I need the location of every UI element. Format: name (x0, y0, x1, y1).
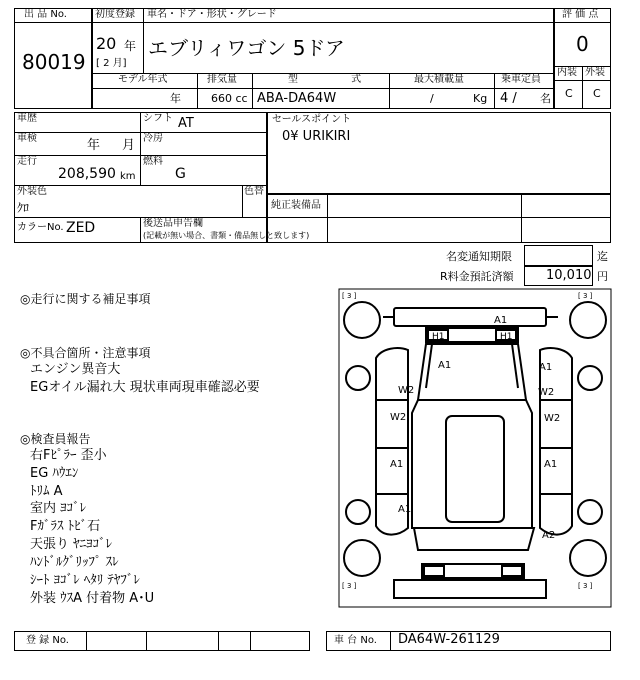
inspector-line: 外装 ｳｽA 付着物 A･U (30, 591, 155, 606)
damage-left-front-door: W2 (398, 385, 415, 396)
type-label: 型 式 (288, 74, 362, 85)
damage-left-rear-qtr: A1 (398, 504, 412, 515)
name-change-label: 名変通知期限 (446, 250, 512, 263)
shift-value: AT (178, 116, 194, 131)
chassis-label: 車 台 No. (334, 635, 377, 646)
capacity-value: 4 / (500, 91, 517, 106)
interior-grade: C (565, 87, 573, 100)
color-value: ｸﾛ (17, 201, 30, 215)
damage-left-rear-door: W2 (390, 412, 407, 423)
inspection-month-unit: 月 (122, 138, 136, 153)
mileage-label: 走行 (17, 156, 37, 167)
sales-point-value: 0¥ URIKIRI (282, 129, 351, 144)
first-reg-year: 20 (96, 34, 117, 53)
model-year-unit: 年 (170, 92, 181, 105)
corner-label-bl: [ 3 ] (342, 582, 357, 590)
corner-label-tl: [ 3 ] (342, 292, 357, 300)
color-no-label: カラーNo. (17, 222, 64, 233)
damage-front-left-fender: A1 (438, 360, 452, 371)
inspector-line: EG ﾊｳｴﾝ (30, 466, 79, 481)
aftermarket-note: (記載が無い場合、書類・備品無しと致します) (143, 231, 310, 240)
car-damage-diagram (338, 288, 612, 608)
defects-heading: ◎不具合箇所・注意事項 (20, 346, 151, 360)
color-label: 外装色 (17, 186, 47, 197)
chassis-value: DA64W-261129 (398, 632, 500, 647)
displacement-value: 660 cc (211, 92, 248, 105)
aftermarket-label: 後送品申告欄 (143, 218, 203, 229)
lot-label: 出 品 No. (24, 9, 67, 20)
inspector-line: 室内 ﾖｺﾞﾚ (30, 501, 87, 516)
exterior-grade: C (593, 87, 601, 100)
lot-number: 80019 (22, 50, 86, 74)
mileage-value: 208,590 (58, 166, 116, 182)
damage-h1-right: H1 (500, 332, 513, 342)
driving-heading: ◎走行に関する補足事項 (20, 292, 151, 306)
grade-label: 評 価 点 (562, 9, 599, 20)
damage-left-mid: A1 (390, 459, 404, 470)
inspector-line: 天張り ﾔﾆﾖｺﾞﾚ (30, 537, 113, 552)
recycle-value: 10,010 (546, 268, 592, 283)
equipment-label: 純正装備品 (271, 200, 321, 211)
capacity-unit: 名 (540, 92, 551, 105)
fuel-value: G (175, 166, 186, 182)
inspector-line: Fｶﾞﾗｽ ﾄﾋﾞ石 (30, 519, 101, 534)
inspection-label: 車検 (17, 133, 37, 144)
fuel-label: 燃料 (143, 156, 163, 167)
history-label: 車歴 (17, 113, 37, 124)
ac-label: 冷房 (143, 133, 163, 144)
inspector-line: ｼｰﾄ ﾖｺﾞﾚ ﾍﾀﾘ ﾃﾔﾌﾞﾚ (30, 573, 140, 588)
first-reg-label: 初度登録 (95, 9, 135, 20)
inspector-line: ﾄﾘﾑ A (30, 484, 63, 499)
inspection-year-unit: 年 (87, 138, 101, 153)
damage-right-rear-door: W2 (544, 413, 561, 424)
capacity-label: 乗車定員 (501, 74, 541, 85)
displacement-label: 排気量 (207, 74, 237, 85)
grade-value: 0 (576, 32, 589, 56)
corner-label-br: [ 3 ] (578, 582, 593, 590)
inspector-line: 右Fﾋﾟﾗｰ 歪小 (30, 448, 107, 463)
car-name-label: 車名・ドア・形状・グレード (147, 9, 277, 20)
reg-no-label: 登 録 No. (26, 635, 69, 646)
shift-label: シフト (143, 113, 173, 124)
damage-roof-front: A1 (494, 315, 508, 326)
interior-label: 内装 (557, 67, 577, 78)
max-load-unit: Kg (473, 92, 488, 105)
inspector-line: ﾊﾝﾄﾞﾙｸﾞﾘｯﾌﾟ ｽﾚ (30, 555, 119, 570)
defect-line: エンジン異音大 (30, 362, 121, 377)
repaint-label: 色替 (244, 186, 264, 197)
exterior-label: 外装 (585, 67, 605, 78)
first-reg-year-unit: 年 (124, 39, 137, 53)
car-name: エブリィワゴン 5ドア (148, 36, 345, 60)
model-year-label: モデル年式 (118, 74, 168, 85)
name-change-unit: 迄 (597, 250, 608, 263)
color-no-value: ZED (66, 220, 96, 236)
max-load-sep: / (430, 92, 434, 105)
recycle-unit: 円 (597, 270, 608, 283)
defect-line: EGオイル漏れ大 現状車両現車確認必要 (30, 380, 260, 395)
damage-right-front-door: W2 (538, 387, 555, 398)
damage-front-right-fender: A1 (539, 362, 553, 373)
recycle-label: R料金預託済額 (440, 270, 514, 283)
damage-right-rear-qtr: A2 (542, 530, 556, 541)
mileage-unit: km (120, 171, 136, 182)
type-value: ABA-DA64W (257, 91, 337, 106)
corner-label-tr: [ 3 ] (578, 292, 593, 300)
damage-h1-left: H1 (432, 332, 445, 342)
damage-right-mid: A1 (544, 459, 558, 470)
inspector-heading: ◎検査員報告 (20, 432, 91, 446)
sales-point-label: セールスポイント (272, 114, 352, 125)
name-change-box (524, 245, 593, 266)
max-load-label: 最大積載量 (414, 74, 464, 85)
first-reg-month: [ 2 月] (96, 58, 127, 69)
